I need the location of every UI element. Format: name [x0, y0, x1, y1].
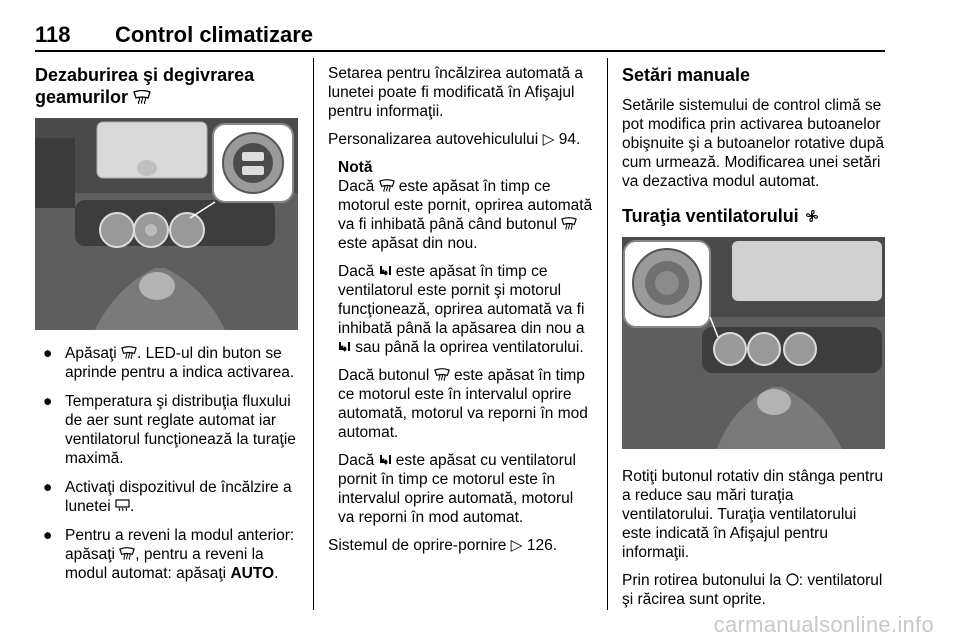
- note-text: Dacă butonul: [338, 367, 434, 384]
- header-rule: [35, 50, 885, 52]
- note-paragraph: [338, 366, 593, 442]
- page-ref-arrow-icon: ▷: [510, 537, 523, 554]
- air-distribution-icon: [379, 264, 392, 277]
- paragraph: Rotiţi butonul rotativ din stânga pentru a reduce sau mări turaţia ventilatorului. Turaţia ventilatorului este indicată în Afişajul pentru informaţii.: [622, 468, 884, 561]
- paragraph-reference: [328, 536, 593, 555]
- section-heading-defrost: [35, 64, 300, 108]
- list-item-text: Temperatura şi distribuţia fluxului de aer sunt reglate automat iar ventilatorul funcţionează la turaţie maximă.: [65, 393, 296, 467]
- list-item-text: Apăsaţi: [65, 345, 122, 362]
- chapter-title: Control climatizare: [115, 22, 314, 47]
- column-2: [328, 64, 593, 564]
- paragraph: Setările sistemului de control climă se pot modifica prin activarea butoanelor obişnuite şi a butoanelor rotative după cum urmează. Modificarea unei setări va dezactiva modul automat.: [622, 97, 884, 190]
- list-item-text: . LED-ul din buton se aprinde pentru a indica activarea.: [65, 345, 295, 381]
- windscreen-defrost-icon: [133, 90, 151, 104]
- windscreen-defrost-icon: [561, 217, 577, 230]
- note-text: este apăsat în timp ce motorul este în intervalul oprire automată, motorul va reporni în mod automat.: [338, 367, 588, 441]
- note-text: sau până la oprirea ventilatorului.: [351, 339, 584, 356]
- list-item-text: Activaţi dispozitivul de încălzire a lunetei: [65, 479, 292, 515]
- rear-window-heat-icon: [115, 499, 130, 512]
- list-item: [35, 392, 300, 468]
- defrost-steps-list: [35, 344, 300, 583]
- section-heading-text: Dezaburirea şi degivrarea geamurilor: [35, 65, 255, 107]
- list-item-text: , pentru a reveni la modul automat: apăsaţi: [65, 546, 264, 582]
- list-item: [35, 344, 300, 382]
- column-1: [35, 64, 300, 593]
- paragraph-text: : ventilatorul şi răcirea sunt oprite.: [622, 572, 883, 608]
- bullet-marker: ●: [43, 479, 53, 496]
- bullet-marker: ●: [43, 393, 53, 410]
- column-divider-1: [313, 58, 314, 610]
- note-text: Dacă: [338, 452, 379, 469]
- air-distribution-icon: [379, 453, 392, 466]
- note-paragraph: [338, 177, 593, 253]
- subheading-fan-speed: [622, 205, 887, 227]
- note-text: este apăsat în timp ce motorul este pornit, oprirea automată va fi inhibată până când butonul: [338, 178, 593, 233]
- list-item-text: .: [274, 565, 279, 582]
- section-heading-manual: Setări manuale: [622, 65, 751, 85]
- note-paragraph: [338, 262, 593, 357]
- page-ref-arrow-icon: ▷: [542, 131, 555, 148]
- windscreen-defrost-icon: [434, 368, 450, 381]
- note-text: este apăsat cu ventilatorul pornit în timp ce motorul este în intervalul oprire automată, motorul va reporni în mod automat.: [338, 452, 576, 526]
- note-block: [328, 158, 593, 527]
- note-title: Notă: [338, 159, 373, 176]
- watermark: carmanualsonline.info: [713, 612, 934, 637]
- note-text: este apăsat din nou.: [338, 235, 478, 252]
- note-paragraph: [338, 451, 593, 527]
- note-text: Dacă: [338, 178, 379, 195]
- list-item-text: .: [129, 498, 135, 515]
- list-item: [35, 526, 300, 583]
- bullet-marker: ●: [43, 345, 53, 362]
- dashboard-illustration: [622, 237, 885, 449]
- windscreen-defrost-icon: [379, 179, 395, 192]
- paragraph-text: Prin rotirea butonului la: [622, 572, 786, 589]
- air-distribution-icon: [338, 340, 351, 353]
- paragraph-text: Sistemul de oprire-pornire: [328, 537, 511, 554]
- fan-icon: [804, 208, 820, 224]
- page-ref: 126.: [526, 537, 558, 554]
- climate-panel-photo: [35, 118, 298, 330]
- column-3: [622, 64, 887, 618]
- note-text: Dacă: [338, 263, 379, 280]
- subheading-text: Turaţia ventilatorului: [622, 206, 799, 226]
- page-number: 118: [35, 22, 71, 47]
- list-item: [35, 478, 300, 516]
- windscreen-defrost-icon: [121, 346, 137, 359]
- off-circle-icon: [786, 573, 799, 586]
- list-item-text: Pentru a reveni la modul anterior: apăsaţi: [65, 527, 295, 563]
- dashboard-illustration: [35, 118, 298, 330]
- paragraph-reference: [328, 130, 593, 149]
- paragraph: Setarea pentru încălzirea automată a lunetei poate fi modificată în Afişajul pentru informaţii.: [328, 65, 584, 120]
- windscreen-defrost-icon: [119, 547, 135, 560]
- auto-label: AUTO: [230, 565, 275, 582]
- paragraph-text: Personalizarea autovehiculului: [328, 131, 543, 148]
- paragraph: [622, 571, 887, 609]
- column-divider-2: [607, 58, 608, 610]
- fan-knob-photo: [622, 237, 885, 449]
- bullet-marker: ●: [43, 527, 53, 544]
- page-ref: 94.: [558, 131, 581, 148]
- note-text: este apăsat în timp ce ventilatorul este pornit şi motorul funcţionează, oprirea automată va fi inhibată până la apăsarea din nou a: [338, 263, 585, 337]
